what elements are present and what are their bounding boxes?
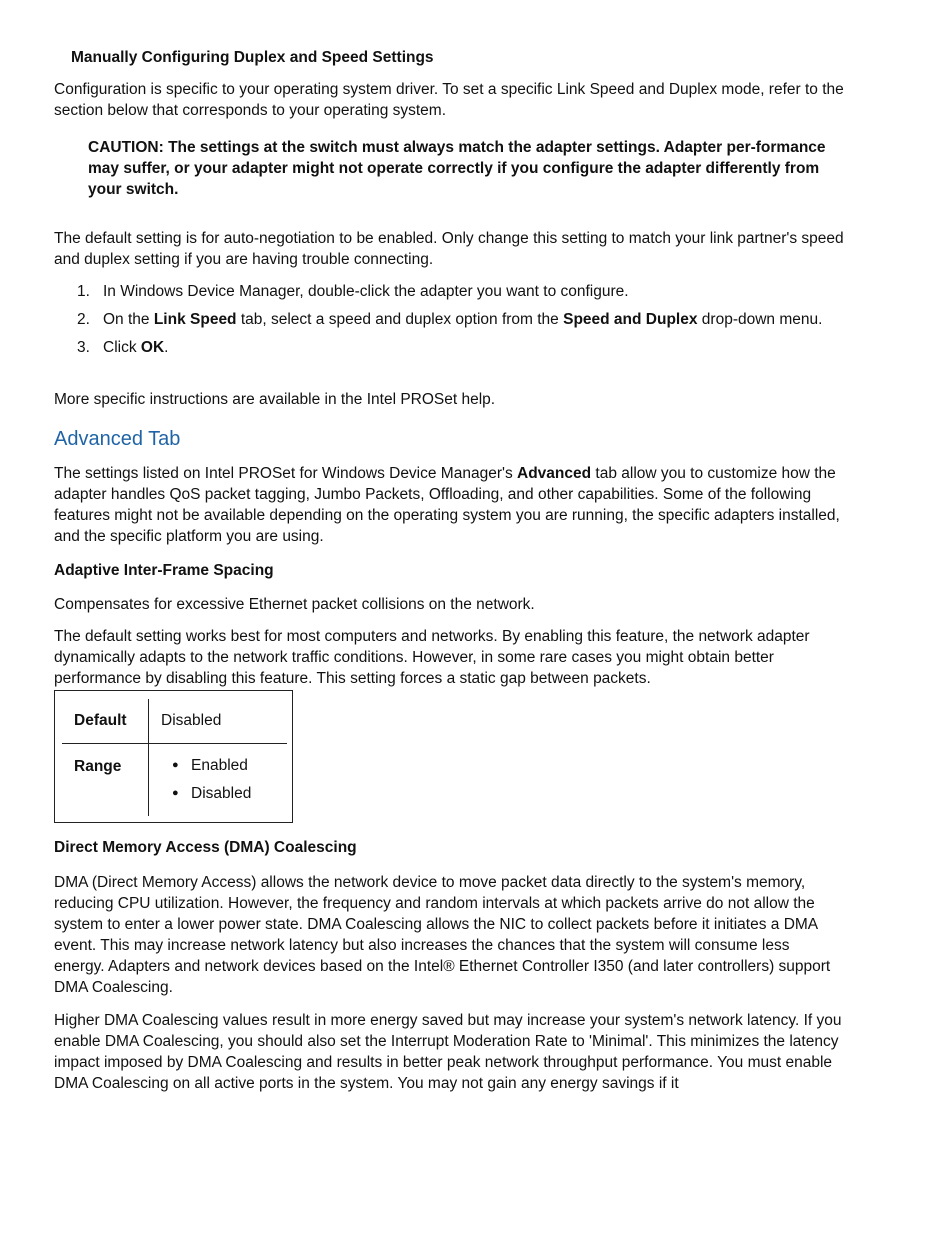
step-3 (54, 337, 844, 358)
caution-note: CAUTION: The settings at the switch must always match the adapter settings. Adapter per-formance may suffer, or your adapter might not operate correctly if you configure the adapter differently from your switch. (88, 139, 826, 198)
step-text: On the (103, 311, 154, 328)
range-item (172, 783, 252, 804)
intro-paragraph: Configuration is specific to your operating system driver. To set a specific Link Speed and Duplex mode, refer to the section below that corresponds to your operating system. (54, 81, 844, 119)
advanced-tab-heading: Advanced Tab (54, 428, 181, 450)
advanced-bold-text: Advanced (517, 465, 592, 482)
dma-heading: Direct Memory Access (DMA) Coalescing (54, 839, 357, 856)
table-divider (62, 743, 287, 744)
advanced-intro-text: tab allow you to customize how the adapter handles QoS packet tagging, Jumbo Packets, Offloading, and other capabilities. Some of the following features might not be available depending on the operating system you are running, the specific adapters installed, and the specific platform you are using. (54, 465, 840, 545)
step-number: 2. (77, 311, 90, 328)
bullet-icon: ● (172, 787, 179, 799)
table-range-list (172, 755, 252, 811)
ifs-paragraph-2: The default setting works best for most computers and networks. By enabling this feature, the network adapter dynamically adapts to the network traffic conditions. However, in some rare cases you might obtain better performance by disabling this feature. This setting forces a static gap between packets. (54, 628, 810, 687)
steps-list (54, 281, 844, 358)
range-item (172, 755, 251, 776)
dma-paragraph-2: Higher DMA Coalescing values result in more energy saved but may increase your system's network latency. If you enable DMA Coalescing, you should also set the Interrupt Moderation Rate to 'Minimal'. This minimizes the latency impact imposed by DMA Coalescing and results in better peak network throughput performance. You must enable DMA Coalescing on all active ports in the system. You may not gain any energy savings if it (54, 1012, 842, 1092)
step-bold-text: Speed and Duplex (563, 311, 698, 328)
bullet-icon: ● (172, 759, 179, 771)
step-text: In Windows Device Manager, double-click the adapter you want to configure. (103, 283, 629, 300)
step-text: tab, select a speed and duplex option from the (236, 311, 564, 328)
section-heading-duplex: Manually Configuring Duplex and Speed Settings (71, 49, 434, 66)
step-number: 1. (77, 283, 90, 300)
step-bold-text: OK (140, 339, 165, 356)
advanced-intro-text: The settings listed on Intel PROSet for Windows Device Manager's (54, 465, 517, 482)
range-item-text: Disabled (191, 785, 252, 802)
step-number: 3. (77, 339, 90, 356)
dma-paragraph-1: DMA (Direct Memory Access) allows the network device to move packet data directly to the system's memory, reducing CPU utilization. However, the frequency and random intervals at which packets arrive do not allow the system to enter a lower power state. DMA Coalescing allows the NIC to collect packets before it initiates a DMA event. This may increase network latency but also increases the chances that the system will consume less energy. Adapters and network devices based on the Intel® Ethernet Controller I350 (and later controllers) support DMA Coalescing. (54, 874, 831, 996)
default-setting-paragraph: The default setting is for auto-negotiation to be enabled. Only change this setting to match your link partner's speed and duplex setting if you are having trouble connecting. (54, 230, 844, 268)
step-text: Click (103, 339, 141, 356)
table-divider (148, 699, 149, 816)
step-2 (54, 309, 844, 330)
more-info-paragraph: More specific instructions are available in the Intel PROSet help. (54, 391, 496, 408)
ifs-paragraph-1: Compensates for excessive Ethernet packet collisions on the network. (54, 596, 535, 613)
step-text: . (164, 339, 169, 356)
table-default-label: Default (74, 712, 127, 729)
step-1 (54, 281, 844, 302)
step-bold-text: Link Speed (153, 311, 237, 328)
range-item-text: Enabled (191, 757, 248, 774)
table-range-label: Range (74, 758, 122, 775)
step-text: drop-down menu. (697, 311, 823, 328)
advanced-intro-paragraph (54, 463, 844, 547)
table-default-value: Disabled (161, 712, 222, 729)
ifs-heading: Adaptive Inter-Frame Spacing (54, 562, 274, 579)
ifs-settings-table (54, 690, 293, 823)
